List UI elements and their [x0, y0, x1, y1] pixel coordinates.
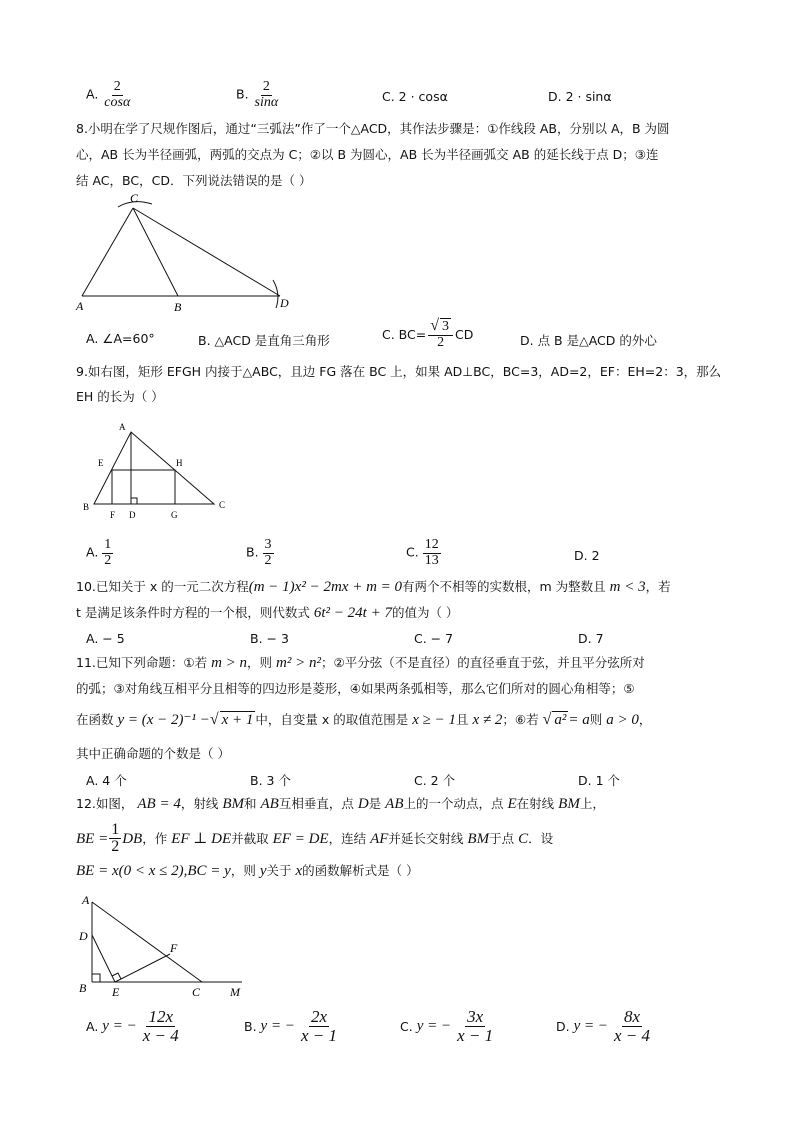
q9-label-e: E	[98, 458, 104, 468]
q10-option-d: D. 7	[578, 631, 604, 646]
q9-right-angle-mark	[131, 498, 137, 504]
q9-label-h: H	[176, 458, 183, 468]
q11-option-a: A. 4 个	[86, 773, 127, 788]
q8-label-c: C	[130, 191, 139, 205]
q12-label-e: E	[112, 985, 120, 999]
q8-figure	[70, 190, 310, 318]
q10-option-c: C. − 7	[414, 631, 454, 646]
q9-label-g: G	[171, 510, 178, 520]
q12-stem-line3: BE = x(0 < x ≤ 2),BC = y，则 y关于 x的函数解析式是（ ）	[76, 863, 419, 879]
q7-option-b-fraction: $\frac{2}{\sin\alpha}$	[254, 79, 279, 110]
q9-label-d: D	[129, 510, 136, 520]
q8-label-b: B	[174, 300, 182, 314]
q11-stem-line4: 其中正确命题的个数是（ ）	[76, 746, 230, 761]
q9-option-b: B. $\frac{3}{2}$	[246, 537, 272, 568]
q9-rectangle-efgh	[112, 470, 175, 504]
q7-option-a-fraction: $\frac{2}{\cos\alpha}$	[104, 79, 131, 110]
q8-option-a: A. ∠A=60°	[86, 331, 155, 346]
q8-stem-line1: 8.小明在学了尺规作图后，通过“三弧法”作了一个△ACD，其作法步骤是：①作线段 AB，分别以 A，B 为圆	[76, 121, 670, 136]
q12-segment-ac	[92, 902, 202, 982]
q10-option-a: A. − 5	[86, 631, 125, 646]
q8-label-a: A	[76, 299, 84, 313]
q12-stem-line1: 12.如图， AB = 4，射线 BM和 AB互相垂直，点 D是 AB上的一个动点，点 E在射线 BM上，	[76, 796, 605, 812]
q12-label-d: D	[79, 929, 88, 943]
q10-option-b: B. − 3	[250, 631, 289, 646]
q8-stem-line3: 结 AC，BC，CD．下列说法错误的是（ ）	[76, 173, 312, 188]
q11-stem-line3: 在函数 y = (x − 2)⁻¹ −√ x + 1 中，自变量 x 的取值范围是 x ≥ − 1且 x ≠ 2；⑥若 √ a² = a则 a > 0，	[76, 711, 652, 728]
q8-segment-ac	[82, 208, 133, 296]
q12-right-angle-b	[92, 974, 100, 982]
q10-stem-line2: t 是满足该条件时方程的一个根，则代数式 6t² − 24t + 7的值为（ ）	[76, 605, 459, 621]
q8-option-b: B. △ACD 是直角三角形	[198, 333, 330, 348]
q8-option-c: C. BC= $\frac{√ 3}{2}$ CD	[382, 317, 474, 350]
q9-figure	[78, 418, 238, 524]
q12-label-c: C	[192, 985, 201, 999]
q12-label-m: M	[230, 985, 240, 999]
q11-stem-line1: 11.已知下列命题：①若 m > n，则 m² > n²；②平分弦（不是直径）的直径垂直于弦，并且平分弦所对	[76, 655, 645, 671]
q12-segment-de	[92, 935, 115, 982]
q12-figure	[74, 890, 254, 1006]
q8-stem-line2: 心，AB 长为半径画弧，两弧的交点为 C；②以 B 为圆心，AB 长为半径画弧交 AB 的延长线于点 D；③连	[76, 147, 659, 162]
q12-label-f: F	[170, 941, 178, 955]
q12-label-b: B	[79, 981, 87, 995]
q9-option-a: A. $\frac{1}{2}$	[86, 537, 112, 568]
q12-segment-ef	[115, 954, 170, 982]
q7-option-d: D. 2 · sinα	[548, 89, 612, 104]
q8-option-d: D. 点 B 是△ACD 的外心	[520, 333, 657, 348]
q8-option-c-fraction: $\frac{√ 3}{2}$	[428, 318, 453, 350]
q9-label-c: C	[219, 500, 226, 510]
q9-stem-line2: EH 的长为（ ）	[76, 389, 164, 404]
q12-option-c: C. y = − $\frac{3x}{x - 1}$	[400, 1007, 494, 1045]
q12-option-b: B. y = − $\frac{2x}{x - 1}$	[244, 1007, 337, 1045]
q7-option-c: C. 2 · cosα	[382, 89, 448, 104]
q12-option-d: D. y = − $\frac{8x}{x - 4}$	[556, 1007, 651, 1045]
q9-label-b: B	[83, 502, 90, 512]
q7-option-a: A. $\frac{2}{\cos\alpha}$	[86, 79, 131, 110]
q11-option-d: D. 1 个	[578, 773, 620, 788]
q12-option-a: A. y = − $\frac{12x}{x - 4}$	[86, 1007, 179, 1045]
q9-option-d: D. 2	[574, 548, 600, 563]
q12-stem-line2: BE = $\frac{1}{2}$ DB ，作 EF ⊥ DE 并截取 EF = DE ，连结 AF 并延长交射线 BM 于点 C ．设	[76, 821, 554, 855]
q11-stem-line2: 的弧；③对角线互相平分且相等的四边形是菱形，④如果两条弧相等，那么它们所对的圆心角相等；⑤	[76, 681, 635, 696]
q11-option-b: B. 3 个	[250, 773, 291, 788]
q11-option-c: C. 2 个	[414, 773, 456, 788]
q9-stem-line1: 9.如右图，矩形 EFGH 内接于△ABC，且边 FG 落在 BC 上，如果 AD⊥BC，BC=3，AD=2，EF：EH=2：3，那么	[76, 364, 722, 379]
q8-label-d: D	[280, 296, 289, 310]
q12-label-a: A	[82, 893, 90, 907]
q10-stem-line1: 10.已知关于 x 的一元二次方程(m − 1)x² − 2mx + m = 0有两个不相等的实数根，m 为整数且 m < 3，若	[76, 579, 671, 595]
q9-option-c: C. $\frac{12}{13}$	[406, 537, 439, 568]
q9-label-f: F	[110, 510, 116, 520]
q7-option-b: B. $\frac{2}{\sin\alpha}$	[236, 79, 279, 110]
q9-label-a: A	[119, 422, 126, 432]
